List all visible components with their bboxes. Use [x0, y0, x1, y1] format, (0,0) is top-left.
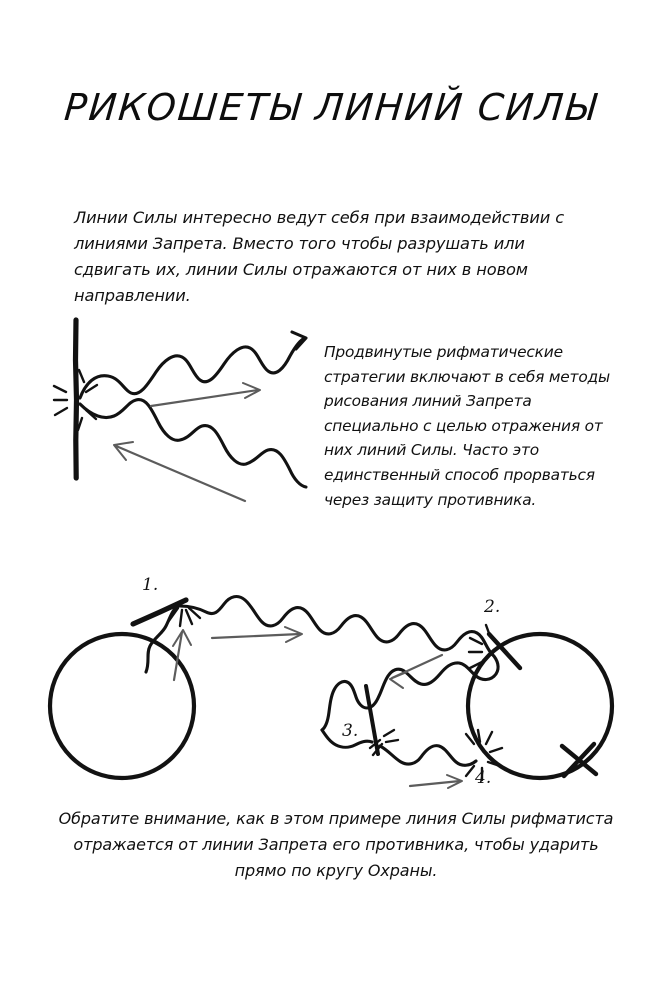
step-label-1: 1. — [142, 575, 159, 595]
forbiddance-line-1 — [133, 600, 186, 624]
circle-of-warding-left — [50, 634, 194, 778]
step-label-2: 2. — [484, 597, 501, 617]
intro-paragraph: Линии Силы интересно ведут себя при взаимодействии с линиями Запрета. Вместо того чтобы разрушать или сдвигать их, линии Силы отражаются от них в новом направлении. — [74, 208, 565, 305]
line-of-vigor-path-main — [180, 597, 492, 654]
page-title: РИКОШЕТЫ ЛИНИЙ СИЛЫ — [62, 86, 600, 129]
advanced-strategies-paragraph: Продвинутые рифматические стратегии включают в себя методы рисования линий Запрета специально с целью отражения от них линий Силы. Часто это единственный способ прорваться через защиту противника. — [324, 343, 610, 509]
direction-arrow-upper — [212, 627, 302, 642]
step-label-4: 4. — [475, 768, 492, 788]
line-of-vigor-segment-e — [380, 746, 476, 766]
circle-of-warding-right — [468, 634, 612, 778]
step-label-3: 3. — [342, 721, 359, 741]
figure-caption: Обратите внимание, как в этом примере линия Силы рифматиста отражается от линии Запрета его противника, чтобы ударить прямо по кругу Охраны. — [58, 809, 614, 880]
direction-arrow-lower — [410, 775, 462, 788]
